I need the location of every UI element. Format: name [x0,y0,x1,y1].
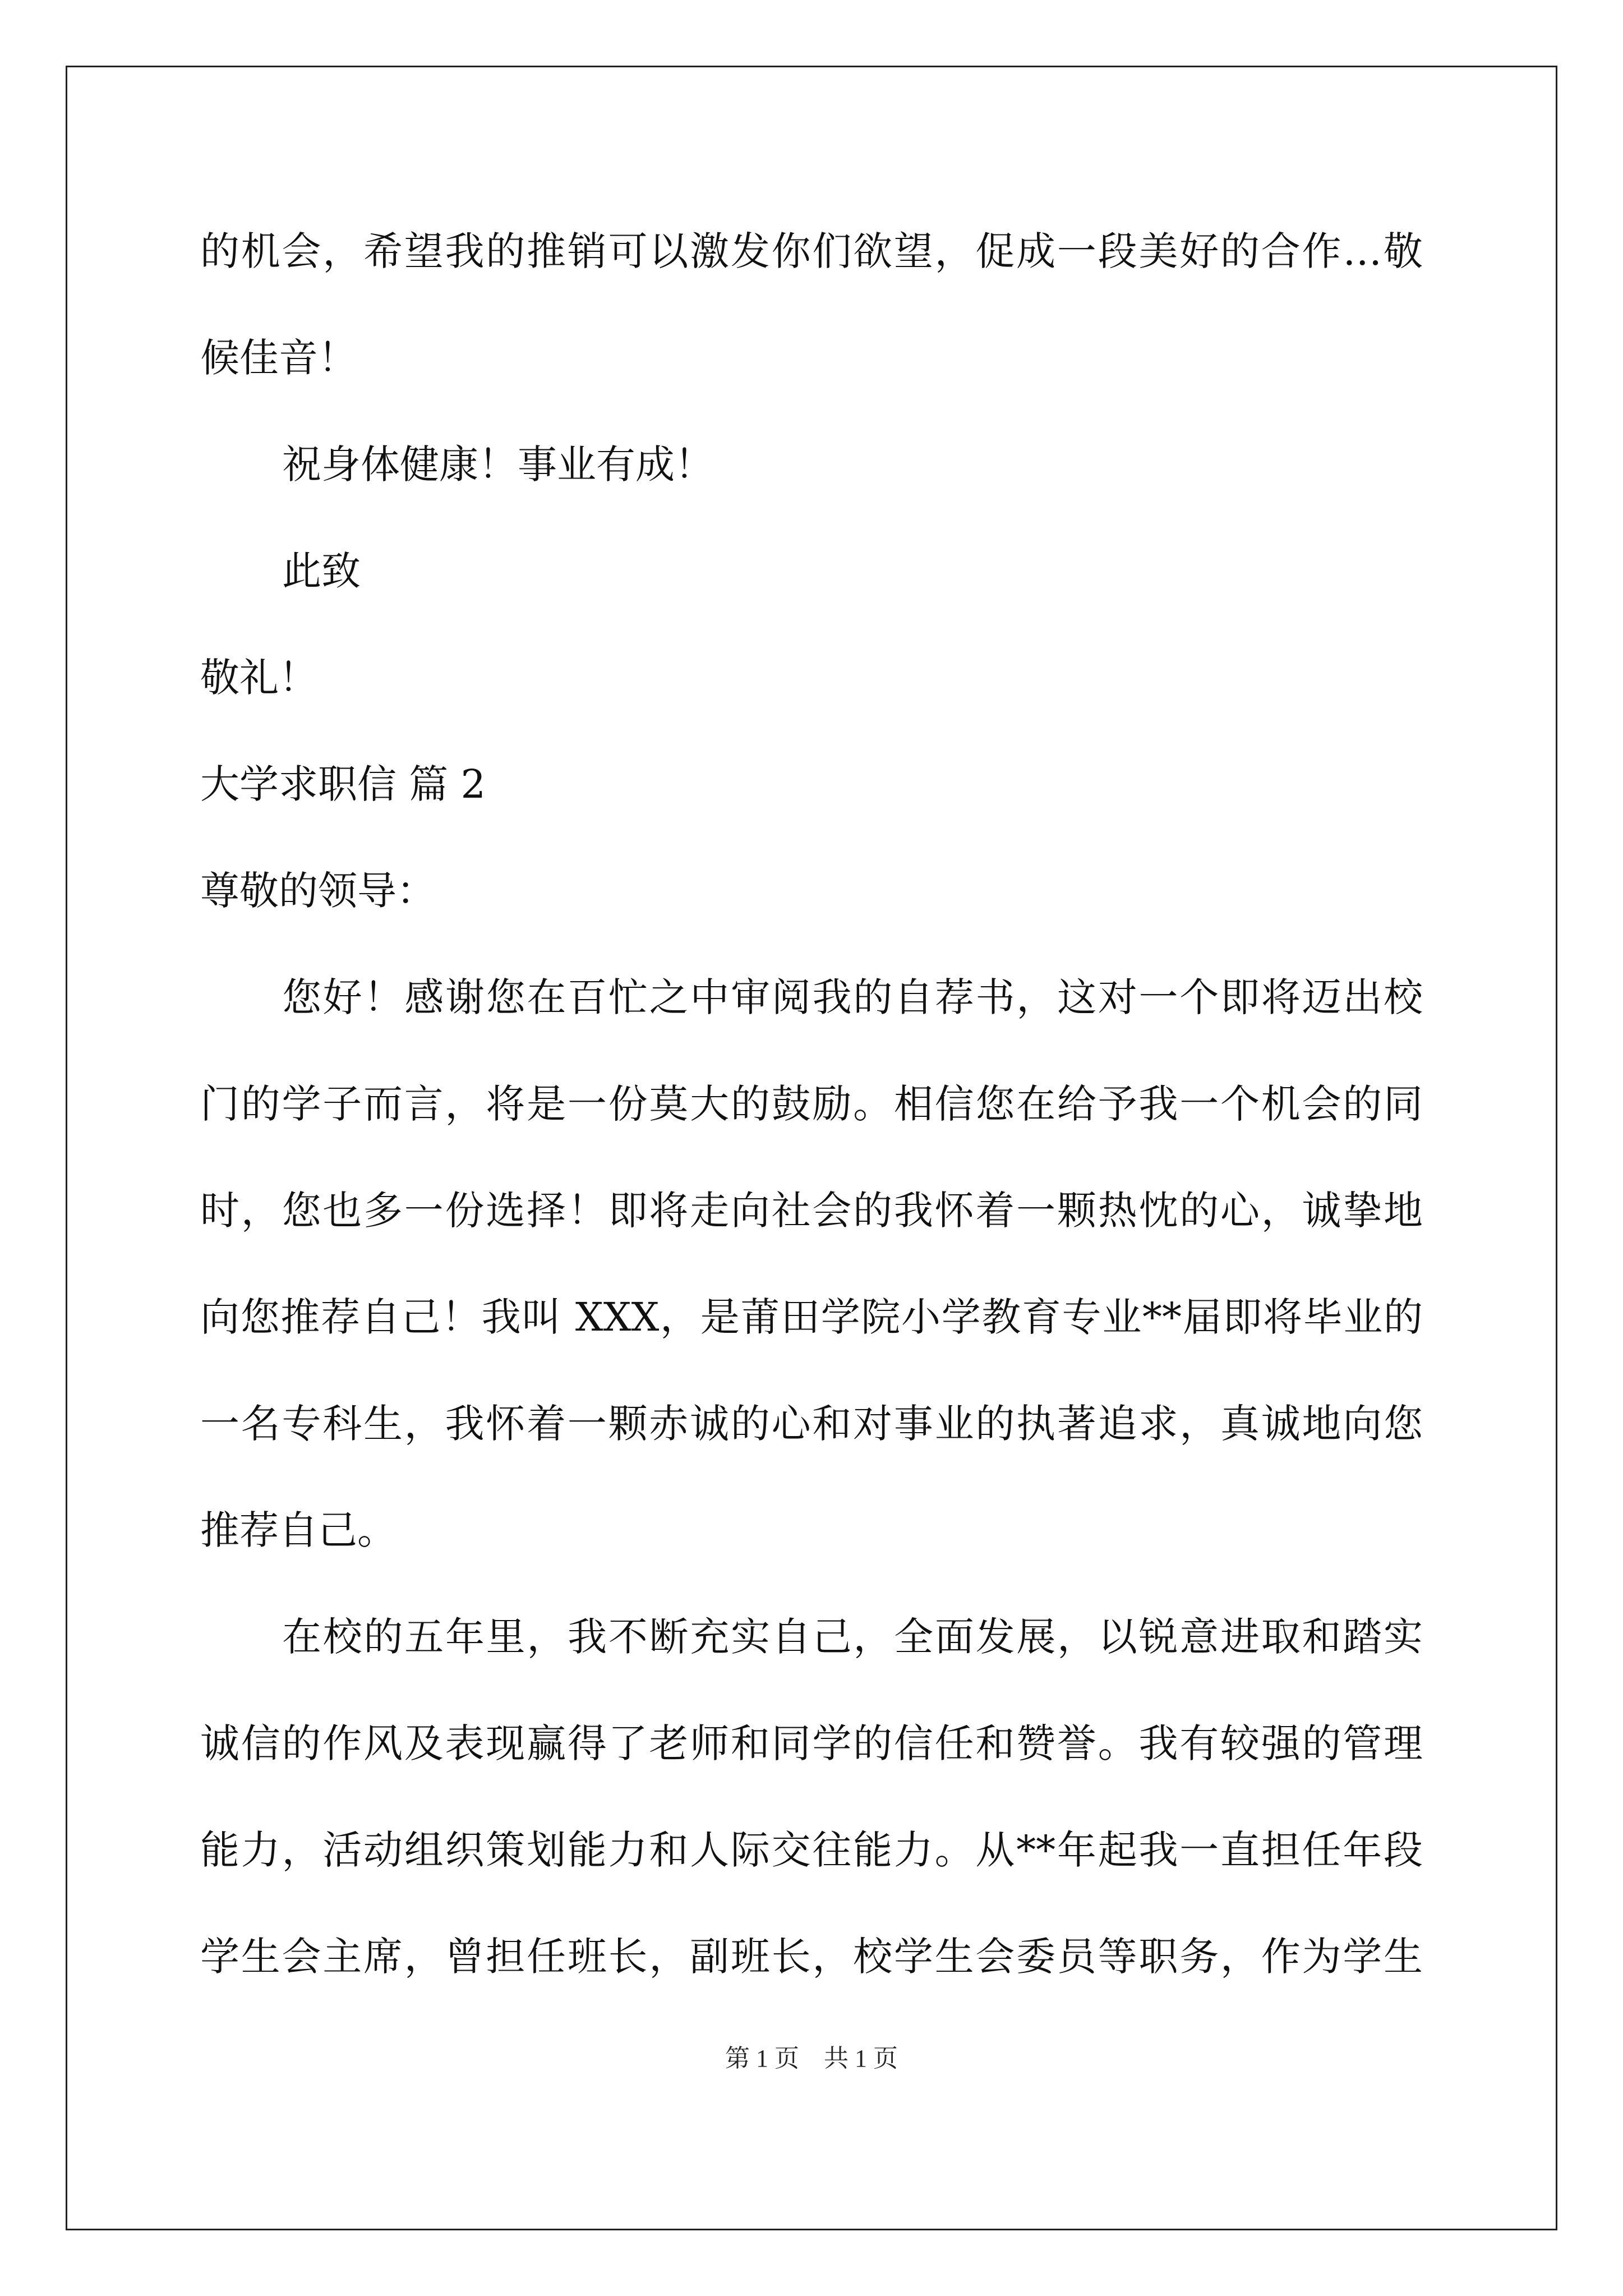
closing-jingli: 敬礼！ [200,655,318,701]
text-line: 的机会，希望我的推销可以激发你们欲望，促成一段美好的合作…敬 [200,228,1423,274]
text-line: 诚信的作风及表现赢得了老师和同学的信任和赞誉。我有较强的管理 [200,1720,1423,1766]
page-border [66,66,1557,2230]
text-line: 在校的五年里，我不断充实自己，全面发展，以锐意进取和踏实 [282,1614,1423,1660]
text-line: 时，您也多一份选择！即将走向社会的我怀着一颗热忱的心，诚挚地 [200,1188,1423,1234]
text-line: 学生会主席，曾担任班长，副班长，校学生会委员等职务，作为学生 [200,1934,1423,1980]
text-line: 能力，活动组织策划能力和人际交往能力。从**年起我一直担任年段 [200,1827,1423,1873]
section-heading: 大学求职信 篇 2 [200,761,486,807]
page-number-footer: 第 1 页 共 1 页 [725,2045,898,2072]
text-line: 候佳音！ [200,335,357,381]
text-line: 一名专科生，我怀着一颗赤诚的心和对事业的执著追求，真诚地向您 [200,1401,1423,1447]
text-line: 您好！感谢您在百忙之中审阅我的自荐书，这对一个即将迈出校 [282,974,1423,1020]
salutation: 尊敬的领导： [200,868,436,914]
text-line: 推荐自己。 [200,1507,396,1553]
text-line: 向您推荐自己！我叫 XXX，是莆田学院小学教育专业**届即将毕业的 [200,1294,1423,1340]
closing-wish: 祝身体健康！事业有成！ [282,441,714,487]
closing-cizhi: 此致 [282,548,361,594]
text-line: 门的学子而言，将是一份莫大的鼓励。相信您在给予我一个机会的同 [200,1081,1423,1127]
